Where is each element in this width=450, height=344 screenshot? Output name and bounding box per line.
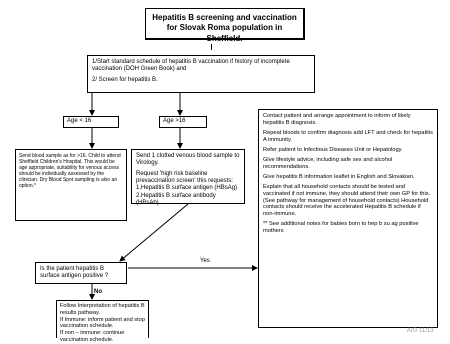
contact-paragraph-1: Contact patient and arrange appointment to inform of likely hepatitis B diagnosis.: [263, 113, 411, 126]
arrow-blood-sample-to-question: [120, 204, 188, 261]
contact-paragraph-4: Give lifestyle advice, including safe sex and alcohol recommendations.: [263, 156, 393, 170]
yes-edge-label: Yes: [200, 258, 210, 264]
contact-paragraph-3: Refer patient to Infectious Diseases Unit or Hepatology.: [263, 146, 403, 153]
follow-line-2: If Immune: inform patient and stop vaccination schedule.: [60, 316, 145, 330]
document-reference: A/G 11/13: [407, 328, 434, 334]
contact-paragraph-7: ** See additional notes for babies born to hep b su ag positive mothers: [263, 221, 419, 235]
contact-paragraph-5: Give hepatitis B information leaflet in English and Slovakian.: [263, 173, 415, 180]
age-over-16-label: Age >16: [163, 118, 186, 124]
over-16-line-3: 1.Hepatitis B surface antigen (HBsAg): [136, 185, 238, 192]
follow-line-3: If non – immune: continue vaccination schedule.: [60, 330, 125, 344]
start-step-1: 1/Start standard schedule of hepatitis B vaccination if history of incomplete vaccination (DOH Green Book) and: [92, 59, 290, 73]
over-16-line-4: 2.Hepatitis B surface antibody (HBsAb): [136, 192, 216, 206]
age-under-16-label: Age < 16: [67, 118, 92, 124]
diagram-title-text: Hepatitis B screening and vaccination for Slovak Roma population in Sheffield.: [152, 13, 297, 43]
over-16-line-1: Send 1 clotted venous blood sample to Virology.: [136, 153, 240, 167]
start-step-2: 2/ Screen for hepatitis B.: [92, 76, 158, 83]
hbsag-question-text: Is the patient hepatitis B surface antigen positive ?: [40, 266, 109, 280]
under-16-instructions-text: Send blood sample as for >16. Child to attend Sheffield Children's Hospital. This would be age appropriate, suitability for venous access should be individually assessed by the clinician. Dry Blood Spot sampling is also an option.*: [19, 153, 121, 190]
contact-paragraph-2: Repeat bloods to confirm diagnosis add LFT and check for hepatitis A immunity.: [263, 129, 433, 143]
follow-line-1: Follow Interpretation of hepatitis B results pathway.: [60, 303, 145, 316]
no-edge-label: No: [94, 289, 102, 295]
contact-paragraph-6: Explain that all household contacts should be tested and vaccinated if not immune, they should attend their own GP for this. (See pathway for management of household contacts) Household contacts should receive the accelerated Hepatitis B schedule if non-immune.: [263, 183, 431, 218]
over-16-line-2: Request 'high risk baseline prevaccination screen' this requests:: [136, 170, 233, 184]
